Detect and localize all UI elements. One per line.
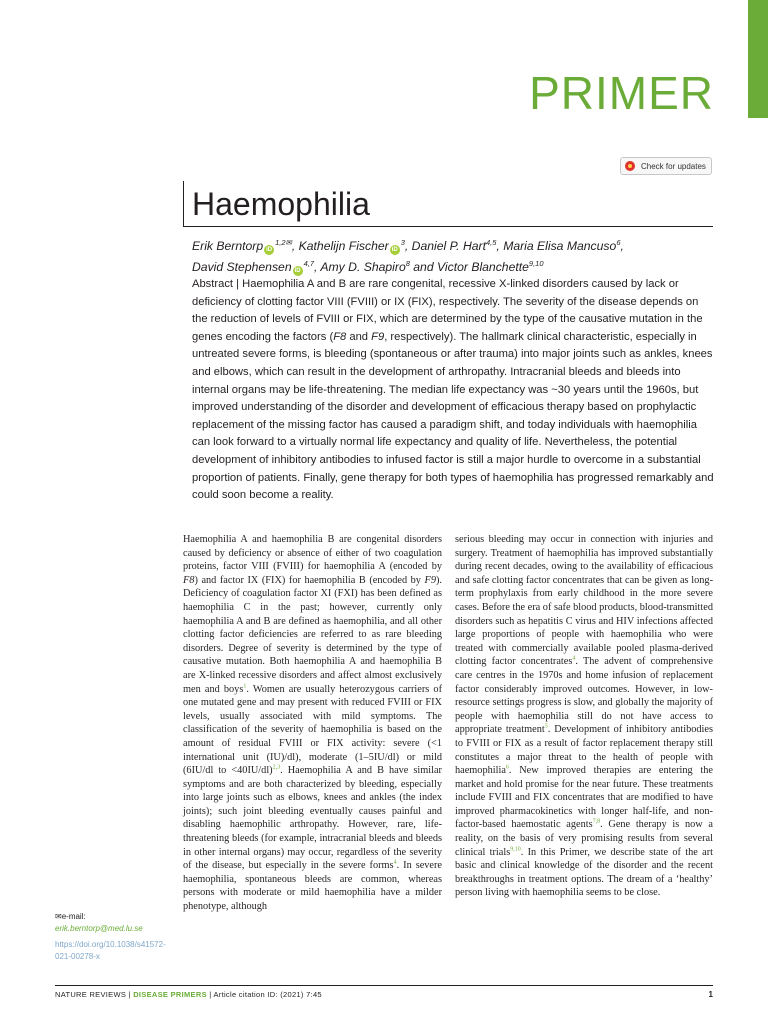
body-text: Haemophilia A and haemophilia B are congenital disorders caused by deficiency or absence of either of two coagulation proteins, factor VIII (FVIII) for haemophilia A (encoded by [183, 534, 442, 573]
body-text: serious bleeding may occur in connection with injuries and surgery. Treatment of haemophilia has improved substantially during recent decades, owing to the availability of efficacious and safe clotting factor concentrates that can be given as long-term prophylaxis from early childhood in the more severe cases. Before the era of safe blood products, blood-transmitted disorders such as hepatitis C virus and HIV infections affected large proportions of people with haemophilia who were treated with commercially available pooled plasma-derived clotting factor concentrates [455, 534, 713, 668]
author-affiliation: 1,2✉ [275, 238, 292, 247]
reference-citation[interactable]: 1 [243, 683, 247, 690]
body-column-right [455, 533, 713, 900]
email-label: e-mail: [61, 912, 86, 921]
section-label: PRIMER [529, 67, 714, 119]
footer-citation: Article citation ID: (2021) 7:45 [213, 990, 322, 999]
abstract-gene-f8: F8 [333, 330, 347, 343]
accent-bar [748, 0, 768, 118]
gene-name: F8 [183, 574, 195, 586]
reference-citation[interactable]: 9,10 [510, 846, 521, 853]
email-link[interactable]: erik.berntorp@med.lu.se [55, 924, 143, 933]
body-text: . In severe haemophilia, spontaneous bleeds are common, whereas persons with moderate or mild haemophilia have a milder phenotype, although [183, 860, 442, 913]
body-text: . In this Primer, we describe state of the art basic and clinical knowledge of the disorder and the recent breakthroughs in treatment options. The dream of a ‘healthy’ person living with haemophilia seems to be close. [455, 846, 713, 899]
body-text: . The advent of comprehensive care centres in the 1970s and home infusion of replacement factor considerably improved outcomes. However, in low-resource settings progress is slow, and globally the majority of people with haemophilia still do not have access to appropriate treatment [455, 656, 714, 736]
abstract-gene-f9: F9 [371, 330, 385, 343]
orcid-icon[interactable]: iD [391, 247, 398, 254]
article-title: Haemophilia [192, 186, 370, 222]
author-affiliation: 4,5 [485, 238, 497, 247]
check-for-updates-button[interactable] [620, 157, 712, 175]
reference-citation[interactable]: 7,8 [592, 819, 601, 826]
abstract [192, 276, 715, 505]
author-affiliation: 8 [405, 259, 410, 269]
body-text: . Haemophilia A and B have similar symptoms and are both characterized by bleeding, especially into large joints such as elbows, knees and ankles (the index joints); such joint bleeding eventually causes painful and disabling haemophilic arthropathy. However, rare, life-threatening bleeds (for example, intracranial bleeds and bleeds in other internal organs) may occur, regardless of the severity of the disease, but especially in the severe forms [183, 765, 442, 872]
reference-citation[interactable]: 4 [393, 859, 397, 866]
body-column-left [183, 533, 442, 914]
body-text: . Development of inhibitory antibodies to FVIII or FIX as a result of factor replacement therapy still constitutes a major threat to the health of people with haemophilia [455, 724, 713, 777]
author-list: Erik Berntorp $iD^{1,2✉}$, Kathelijn Fischer $iD^3$, Daniel P. Hart$^{4,5}$, Maria Elisa Mancuso$^6$, David Stephensen iD$^{4,7}$, Amy D. Shapiro$^8$ and Victor Blanchette$^{9,10}$ [192, 238, 624, 275]
doi-link[interactable]: https://doi.org/10.1038/s41572-021-00278-x [55, 940, 166, 961]
body-text: . Gene therapy is now a reality, on the basis of very promising results from several clinical trials [455, 819, 714, 858]
author-name[interactable]: Erik Berntorp [192, 239, 264, 254]
page-number: 1 [708, 990, 713, 999]
title-divider [183, 226, 713, 227]
reference-citation[interactable]: 4 [572, 655, 576, 662]
author-name[interactable]: Maria Elisa Mancuso [503, 239, 617, 254]
footer [55, 990, 322, 999]
orcid-icon[interactable]: iD [294, 268, 301, 275]
body-text: ) and factor IX (FIX) for haemophilia B (encoded by [194, 574, 425, 586]
abstract-text: , respectively). The hallmark clinical characteristic, especially in untreated severe forms, is bleeding (spontaneous or after trauma) into major joints such as ankles, knees and elbows, which can result in the development of arthropathy. Intracranial bleeds and bleeds into internal organs may be life-threatening. The median life expectancy was ~30 years until the 1960s, but improved understanding of the disorder and development of efficacious therapy based on prophylactic replacement of the missing factor has caused a paradigm shift, and today individuals with haemophilia can look forward to a virtually normal life expectancy and quality of life. Nevertheless, the potential development of inhibitory antibodies to infused factor is still a major hurdle to overcome in a substantial proportion of patients. Finally, gene therapy for both types of haemophilia has progressed remarkably and could soon become a reality. [192, 330, 714, 502]
reference-citation[interactable]: 2,3 [272, 764, 281, 771]
author-affiliation: 4,7 [303, 259, 315, 269]
abstract-label: Abstract [192, 278, 234, 290]
body-text: ). Deficiency of coagulation factor XI (FXI) has been defined as haemophilia C in the past; however, currently only haemophilia A and B are defined as haemophilia, and all other clotting factor deficiencies are referred to as rare bleeding disorders. Degree of severity is determined by the type of causative mutation. Both haemophilia A and haemophilia B are X-linked recessive disorders and affect almost exclusively men and boys [183, 574, 442, 695]
footer-separator: | [206, 990, 214, 999]
abstract-text: and [346, 330, 372, 343]
title-frame-rule [183, 181, 184, 226]
check-for-updates-label: Check for updates [641, 161, 706, 171]
author-affiliation: 9,10 [528, 259, 544, 269]
footer-section: DISEASE PRIMERS [133, 990, 207, 999]
footer-journal: NATURE REVIEWS [55, 990, 127, 999]
footer-separator: | [126, 990, 134, 999]
correspondence-note [55, 911, 166, 963]
author-name[interactable]: Amy D. Shapiro [320, 260, 406, 275]
author-name[interactable]: Daniel P. Hart [411, 239, 486, 254]
body-text: . New improved therapies are entering the market and hold promise for the near future. These treatments include FVIII and FIX concentrates that are modified to have improved pharmacokinetics with longer half-life, and non-factor-based haemostatic agents [455, 765, 713, 831]
footer-divider [55, 985, 713, 986]
email-icon: ✉ [55, 912, 62, 921]
author-name[interactable]: Kathelijn Fischer [298, 239, 389, 254]
gene-name: F9 [424, 574, 436, 586]
author-affiliation: 3 [400, 238, 405, 247]
reference-citation[interactable]: 6 [505, 764, 509, 771]
reference-citation[interactable]: 5 [544, 723, 548, 730]
orcid-icon[interactable]: iD [266, 247, 273, 254]
body-text: . Women are usually heterozygous carriers of one mutated gene and may present with reduced FVIII or FIX levels, usually associated with mild symptoms. The classification of the severity of haemophilia is based on the amount of residual FVIII or FIX activity: severe (<1 international unit (IU)/dl), moderate (1–5IU/dl) or mild (6IU/dl to <40IU/dl) [183, 683, 443, 777]
author-affiliation: 6 [616, 238, 621, 247]
author-name[interactable]: David Stephensen [192, 260, 292, 275]
author-name[interactable]: Victor Blanchette [437, 260, 529, 275]
crossmark-icon [625, 161, 635, 171]
abstract-text: | Haemophilia A and B are rare congenital, recessive X-linked disorders caused by lack or deficiency of clotting factor VIII (FVIII) or IX (FIX), respectively. The severity of the disease depends on the reduction of levels of FVIII or FIX, which are determined by the type of the causative mutation in the genes encoding the factors ( [192, 278, 703, 343]
